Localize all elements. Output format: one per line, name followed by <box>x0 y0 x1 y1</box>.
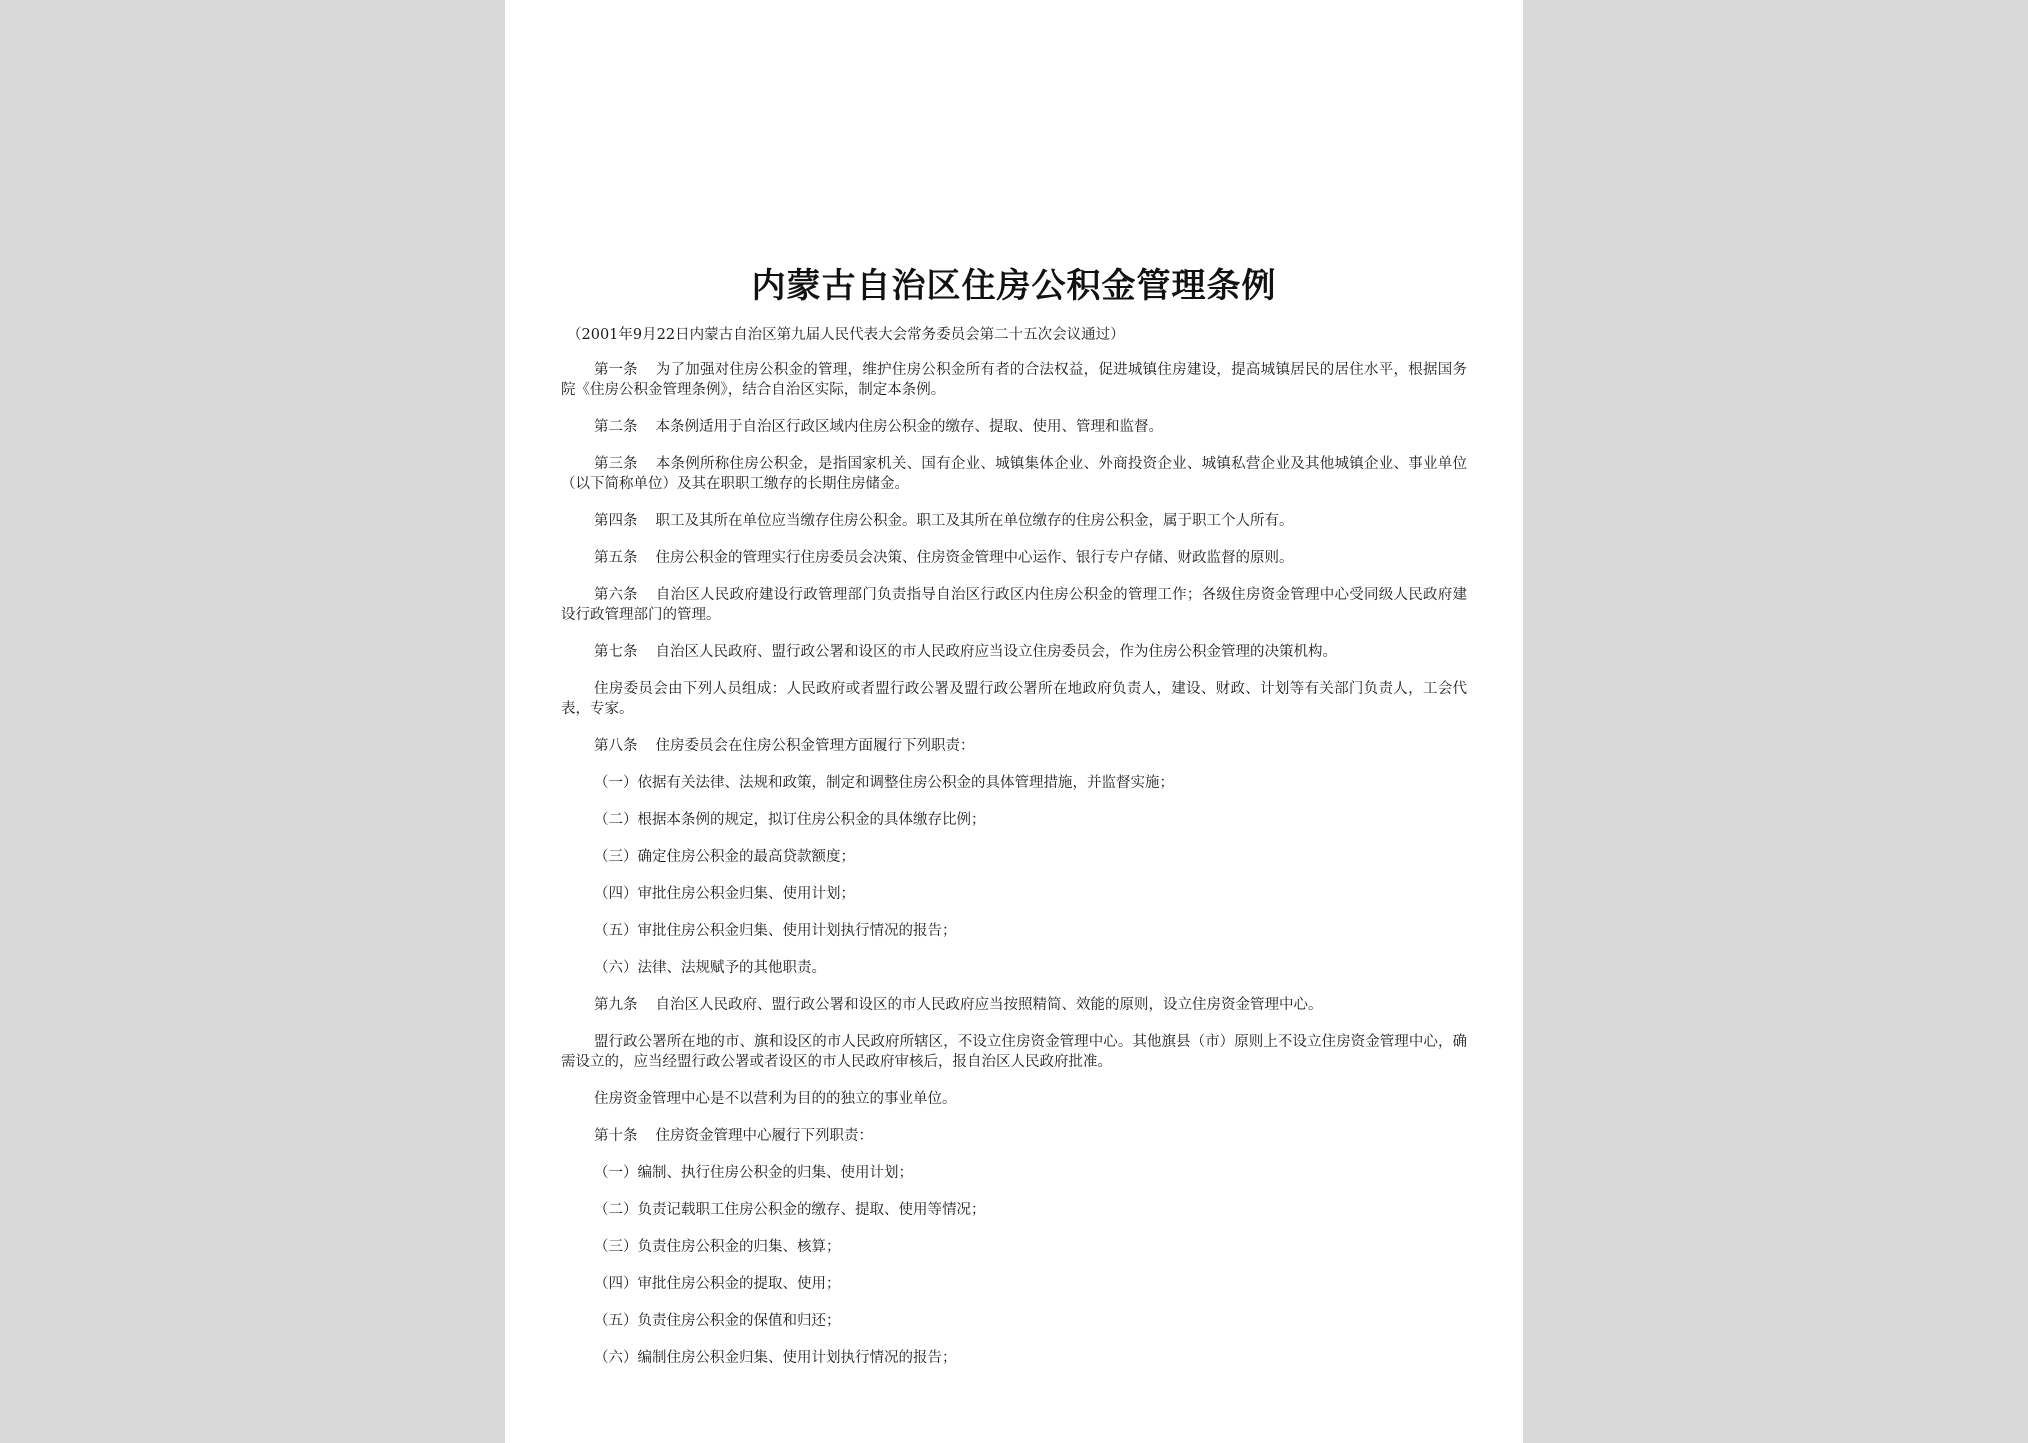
list-item: （四）审批住房公积金归集、使用计划； <box>594 886 855 902</box>
article-10 <box>561 1126 1467 1146</box>
article-7 <box>561 642 1467 662</box>
list-item: （三）负责住房公积金的归集、核算； <box>594 1239 841 1255</box>
article-text: 住房资金管理中心履行下列职责： <box>655 1128 873 1144</box>
article-9-clause: 盟行政公署所在地的市、旗和设区的市人民政府所辖区，不设立住房资金管理中心。其他旗县（市）原则上不设立住房资金管理中心，确需设立的，应当经盟行政公署或者设区的市人民政府审核后，报自治区人民政府批准。 <box>561 1034 1467 1070</box>
document-page <box>505 0 1523 1443</box>
list-item: （五）审批住房公积金归集、使用计划执行情况的报告； <box>594 923 957 939</box>
document-title: 内蒙古自治区住房公积金管理条例 <box>751 266 1277 306</box>
article-text: 自治区人民政府、盟行政公署和设区的市人民政府应当设立住房委员会，作为住房公积金管理的决策机构。 <box>655 644 1337 660</box>
list-item: （六）编制住房公积金归集、使用计划执行情况的报告； <box>594 1350 957 1366</box>
list-item: （一）编制、执行住房公积金的归集、使用计划； <box>594 1165 913 1181</box>
article-6 <box>561 585 1467 625</box>
article-number: 第二条 <box>594 419 638 435</box>
list-item: （三）确定住房公积金的最高贷款额度； <box>594 849 855 865</box>
article-3 <box>561 454 1467 494</box>
list-item: （五）负责住房公积金的保值和归还； <box>594 1313 841 1329</box>
article-number: 第五条 <box>594 550 638 566</box>
article-9 <box>561 995 1467 1015</box>
list-item: （二）根据本条例的规定，拟订住房公积金的具体缴存比例； <box>594 812 986 828</box>
article-number: 第十条 <box>594 1128 638 1144</box>
list-item: （四）审批住房公积金的提取、使用； <box>594 1276 841 1292</box>
list-item: （一）依据有关法律、法规和政策，制定和调整住房公积金的具体管理措施，并监督实施； <box>594 775 1174 791</box>
article-number: 第四条 <box>594 513 638 529</box>
article-4 <box>561 511 1467 531</box>
article-text: 本条例所称住房公积金，是指国家机关、国有企业、城镇集体企业、外商投资企业、城镇私营企业及其他城镇企业、事业单位（以下简称单位）及其在职职工缴存的长期住房储金。 <box>561 456 1467 492</box>
article-text: 为了加强对住房公积金的管理，维护住房公积金所有者的合法权益，促进城镇住房建设，提高城镇居民的居住水平，根据国务院《住房公积金管理条例》，结合自治区实际，制定本条例。 <box>561 362 1467 398</box>
article-7-clause: 住房委员会由下列人员组成：人民政府或者盟行政公署及盟行政公署所在地政府负责人，建设、财政、计划等有关部门负责人，工会代表，专家。 <box>561 681 1467 717</box>
article-text: 住房公积金的管理实行住房委员会决策、住房资金管理中心运作、银行专户存储、财政监督的原则。 <box>655 550 1294 566</box>
article-number: 第六条 <box>594 587 638 603</box>
article-text: 住房委员会在住房公积金管理方面履行下列职责： <box>655 738 975 754</box>
article-9-clause: 住房资金管理中心是不以营利为目的的独立的事业单位。 <box>594 1091 957 1107</box>
article-number: 第七条 <box>594 644 638 660</box>
article-5 <box>561 548 1467 568</box>
article-number: 第一条 <box>594 362 638 378</box>
article-number: 第八条 <box>594 738 638 754</box>
article-2 <box>561 417 1467 437</box>
document-content <box>561 262 1467 1385</box>
list-item: （六）法律、法规赋予的其他职责。 <box>594 960 826 976</box>
document-subtitle: （2001年9月22日内蒙古自治区第九届人民代表大会常务委员会第二十五次会议通过） <box>567 327 1125 343</box>
article-text: 职工及其所在单位应当缴存住房公积金。职工及其所在单位缴存的住房公积金，属于职工个人所有。 <box>655 513 1294 529</box>
list-item: （二）负责记载职工住房公积金的缴存、提取、使用等情况； <box>594 1202 986 1218</box>
article-text: 自治区人民政府、盟行政公署和设区的市人民政府应当按照精简、效能的原则，设立住房资金管理中心。 <box>655 997 1323 1013</box>
article-1 <box>561 360 1467 400</box>
article-number: 第三条 <box>594 456 638 472</box>
article-text: 本条例适用于自治区行政区域内住房公积金的缴存、提取、使用、管理和监督。 <box>655 419 1163 435</box>
article-number: 第九条 <box>594 997 638 1013</box>
article-8 <box>561 736 1467 756</box>
article-text: 自治区人民政府建设行政管理部门负责指导自治区行政区内住房公积金的管理工作；各级住房资金管理中心受同级人民政府建设行政管理部门的管理。 <box>561 587 1467 623</box>
